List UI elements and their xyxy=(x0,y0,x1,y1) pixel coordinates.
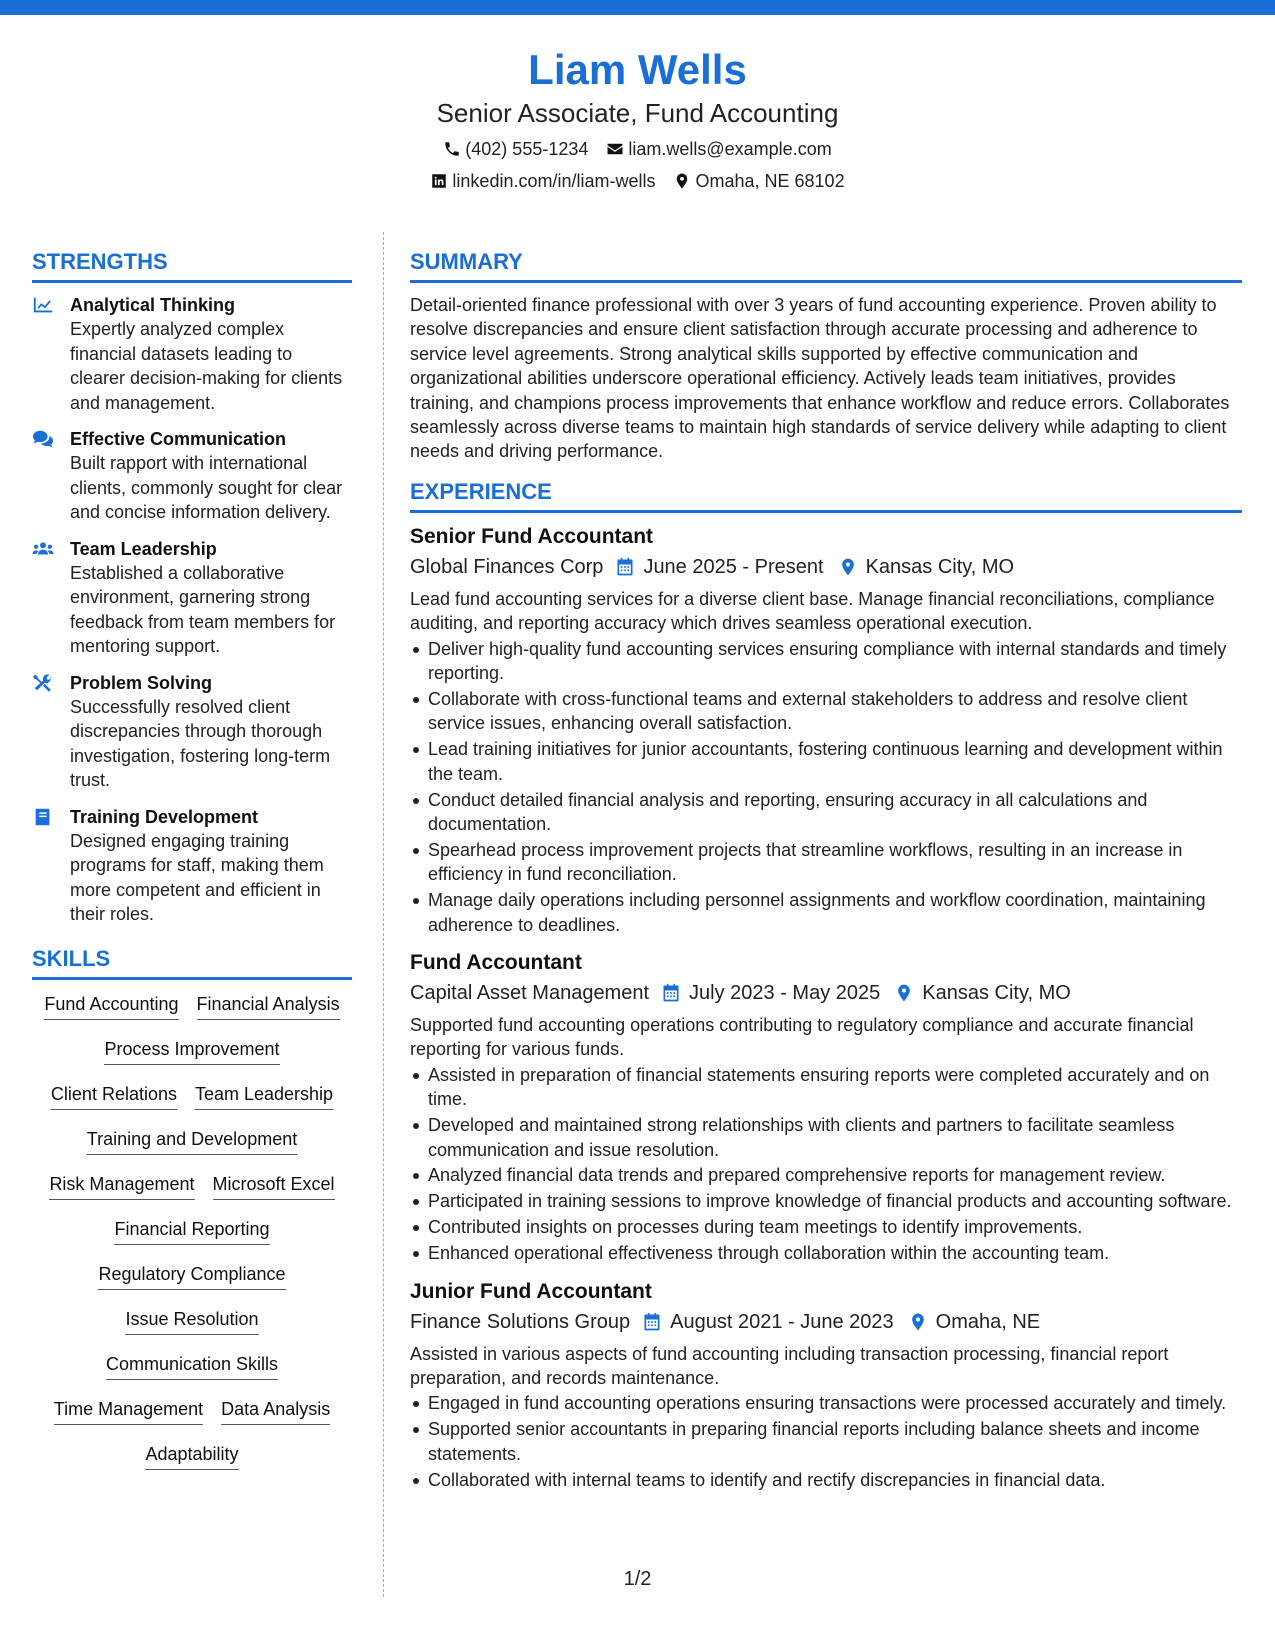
job-bullets xyxy=(410,637,1242,937)
job-title: Senior Fund Accountant xyxy=(410,524,654,548)
skills-row xyxy=(32,1127,352,1172)
job-dates: June 2025 - Present xyxy=(643,555,824,578)
strength-item xyxy=(32,293,352,415)
job-company: Capital Asset Management xyxy=(410,982,650,1005)
experience-heading: EXPERIENCE xyxy=(410,478,1242,513)
strengths-heading: STRENGTHS xyxy=(32,248,352,283)
skill-tag: Financial Analysis xyxy=(197,992,340,1020)
job-bullets xyxy=(410,1063,1242,1266)
strength-item xyxy=(32,805,352,927)
strength-desc: Successfully resolved client discrepancies through thorough investigation, fostering long-term trust. xyxy=(70,696,331,790)
location-text: Omaha, NE 68102 xyxy=(695,171,845,191)
bullet-item: Collaborate with cross-functional teams and external stakeholders to address and resolve client service issues, enhancing overall satisfaction. xyxy=(410,687,1242,736)
skill-tag: Adaptability xyxy=(145,1442,238,1470)
users-icon xyxy=(32,539,54,559)
strength-item xyxy=(32,427,352,525)
skill-tag: Microsoft Excel xyxy=(213,1172,335,1200)
book-icon xyxy=(32,807,54,827)
email-text: liam.wells@example.com xyxy=(628,139,832,159)
job-title: Junior Fund Accountant xyxy=(410,1279,652,1303)
job-location: Omaha, NE xyxy=(935,1310,1041,1333)
bullet-item: Analyzed financial data trends and prepared comprehensive reports for management review. xyxy=(410,1163,1242,1187)
skill-tag: Team Leadership xyxy=(195,1082,333,1110)
strength-desc: Built rapport with international clients, commonly sought for clear and concise information delivery. xyxy=(70,453,343,522)
strength-desc: Expertly analyzed complex financial datasets leading to clearer decision-making for clients and management. xyxy=(70,319,343,413)
strength-title: Problem Solving xyxy=(70,672,213,693)
bullet-item: Conduct detailed financial analysis and reporting, ensuring accuracy in all calculations and documentation. xyxy=(410,788,1242,837)
linkedin-text: linkedin.com/in/liam-wells xyxy=(452,171,656,191)
bullet-item: Spearhead process improvement projects that streamline workflows, resulting in an increase in efficiency in fund reconciliation. xyxy=(410,838,1242,887)
skill-tag: Process Improvement xyxy=(104,1037,279,1065)
map-pin-icon xyxy=(673,172,691,190)
bullet-item: Supported senior accountants in preparing financial reports including balance sheets and income statements. xyxy=(410,1417,1242,1466)
map-pin-icon xyxy=(894,983,914,1003)
strength-title: Training Development xyxy=(70,806,259,827)
skill-tag: Regulatory Compliance xyxy=(98,1262,285,1290)
strength-desc: Established a collaborative environment, garnering strong feedback from team members for mentoring support. xyxy=(70,562,336,656)
skills-row xyxy=(32,992,352,1037)
strength-title: Analytical Thinking xyxy=(70,295,236,315)
bullet-item: Engaged in fund accounting operations ensuring transactions were processed accurately and timely. xyxy=(410,1391,1242,1415)
job-meta xyxy=(410,1307,1242,1337)
job-meta xyxy=(410,552,1242,582)
job-location: Kansas City, MO xyxy=(922,982,1071,1005)
job-entry xyxy=(410,523,1242,937)
left-column xyxy=(32,248,352,1487)
comments-icon xyxy=(32,429,54,449)
skill-tag: Data Analysis xyxy=(221,1397,330,1425)
job-description: Lead fund accounting services for a diverse client base. Manage financial reconciliations, compliance auditing, and reporting accuracy which drives seamless operational execution. xyxy=(410,588,1215,634)
strength-title: Team Leadership xyxy=(70,538,217,559)
strength-item xyxy=(32,671,352,793)
skills-heading: SKILLS xyxy=(32,945,352,980)
contact-row-1 xyxy=(0,137,1275,161)
page-number-text: 1/2 xyxy=(623,1568,652,1590)
skills-row xyxy=(32,1172,352,1217)
job-company: Global Finances Corp xyxy=(410,555,604,578)
resume-header xyxy=(0,44,1275,193)
bullet-item: Developed and maintained strong relationships with clients and partners to facilitate seamless communication and issue resolution. xyxy=(410,1113,1242,1162)
location-item xyxy=(673,169,844,193)
skill-tag: Issue Resolution xyxy=(125,1307,258,1335)
skill-tag: Client Relations xyxy=(51,1082,177,1110)
skills-row xyxy=(32,1262,352,1307)
job-description: Assisted in various aspects of fund accounting including transaction processing, financial report preparation, and records maintenance. xyxy=(410,1343,1169,1388)
candidate-title: Senior Associate, Fund Accounting xyxy=(436,98,839,128)
bullet-item: Assisted in preparation of financial statements ensuring reports were completed accurately and on time. xyxy=(410,1063,1242,1112)
linkedin-icon xyxy=(430,172,448,190)
top-accent-bar xyxy=(0,0,1275,15)
bullet-item: Manage daily operations including personnel assignments and workflow coordination, maintaining adherence to deadlines. xyxy=(410,888,1242,937)
skill-tag: Training and Development xyxy=(87,1127,297,1155)
contact-row-2 xyxy=(0,169,1275,193)
phone-item[interactable] xyxy=(443,137,588,161)
skills-row xyxy=(32,1082,352,1127)
calendar-icon xyxy=(661,983,681,1003)
job-company: Finance Solutions Group xyxy=(410,1310,631,1333)
skills-row xyxy=(32,1307,352,1352)
calendar-icon xyxy=(615,557,635,577)
skill-tag: Financial Reporting xyxy=(114,1217,269,1245)
job-bullets xyxy=(410,1391,1242,1492)
skill-tag: Time Management xyxy=(54,1397,203,1425)
envelope-icon xyxy=(606,140,624,158)
linkedin-item[interactable] xyxy=(430,169,655,193)
bullet-item: Collaborated with internal teams to identify and rectify discrepancies in financial data. xyxy=(410,1468,1242,1492)
chart-line-icon xyxy=(32,295,54,315)
phone-text: (402) 555-1234 xyxy=(465,139,589,159)
job-description: Supported fund accounting operations contributing to regulatory compliance and accurate financial reporting for various funds. xyxy=(410,1015,1194,1060)
job-entry xyxy=(410,949,1242,1266)
email-item[interactable] xyxy=(606,137,831,161)
calendar-icon xyxy=(642,1312,662,1332)
job-dates: August 2021 - June 2023 xyxy=(670,1310,894,1333)
job-meta xyxy=(410,978,1242,1008)
job-location: Kansas City, MO xyxy=(865,555,1015,578)
column-divider xyxy=(383,232,384,1597)
candidate-name: Liam Wells xyxy=(528,46,747,93)
skills-row xyxy=(32,1352,352,1397)
skills-row xyxy=(32,1217,352,1262)
map-pin-icon xyxy=(838,557,858,577)
map-pin-icon xyxy=(908,1312,928,1332)
strength-item xyxy=(32,537,352,659)
tools-icon xyxy=(32,673,54,693)
bullet-item: Contributed insights on processes during team meetings to identify improvements. xyxy=(410,1215,1242,1239)
bullet-item: Enhanced operational effectiveness through collaboration within the accounting team. xyxy=(410,1241,1242,1265)
skills-row xyxy=(32,1442,352,1487)
bullet-item: Participated in training sessions to improve knowledge of financial products and accounting software. xyxy=(410,1189,1242,1213)
phone-icon xyxy=(443,140,461,158)
skills-row xyxy=(32,1397,352,1442)
job-dates: July 2023 - May 2025 xyxy=(689,982,881,1005)
skills-list xyxy=(32,992,352,1487)
page-number xyxy=(0,1568,1275,1591)
summary-text: Detail-oriented finance professional with over 3 years of fund accounting experience. Proven ability to resolve discrepancies and ensure client satisfaction through accurate processing and adherence to service level agreements. Strong analytical skills supported by effective communication and organizational abilities underscore operational efficiency. Actively leads team initiatives, provides training, and champions process improvements that enhance workflow and reduce errors. Collaborates seamlessly across diverse teams to maintain high standards of service delivery while adapting to client needs and driving performance. xyxy=(410,295,1230,462)
bullet-item: Lead training initiatives for junior accountants, fostering continuous learning and development within the team. xyxy=(410,737,1242,786)
job-entry xyxy=(410,1278,1242,1492)
skills-row xyxy=(32,1037,352,1082)
skill-tag: Communication Skills xyxy=(106,1352,278,1380)
summary-heading: SUMMARY xyxy=(410,248,1242,283)
right-column xyxy=(410,248,1242,1504)
job-title: Fund Accountant xyxy=(410,951,582,975)
strength-title: Effective Communication xyxy=(70,429,287,449)
skill-tag: Fund Accounting xyxy=(44,992,178,1020)
strength-desc: Designed engaging training programs for staff, making them more competent and efficient in their roles. xyxy=(70,830,324,924)
bullet-item: Deliver high-quality fund accounting services ensuring compliance with internal standards and timely reporting. xyxy=(410,637,1242,686)
skill-tag: Risk Management xyxy=(49,1172,194,1200)
